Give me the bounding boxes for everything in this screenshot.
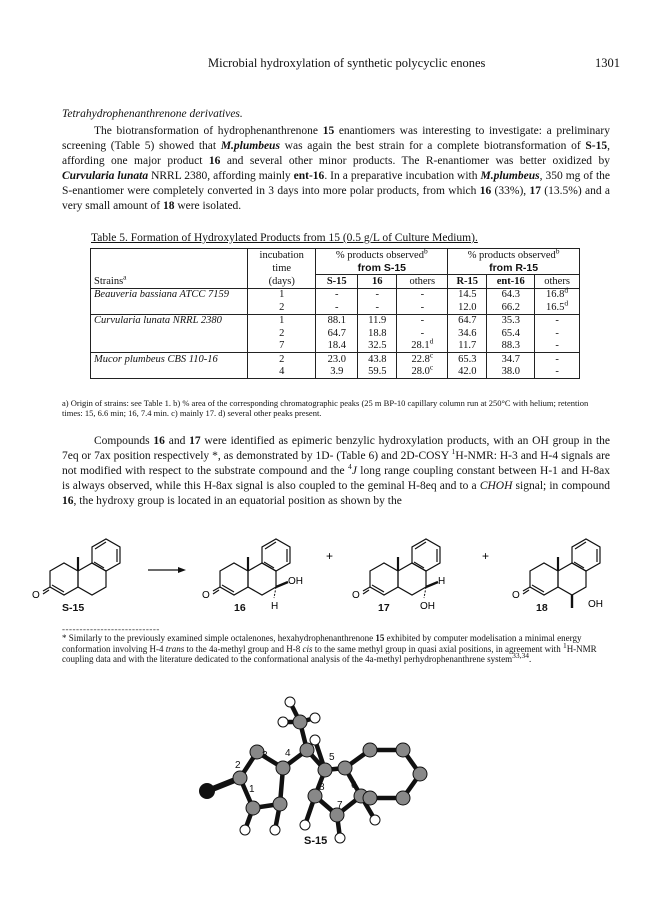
svg-text:7: 7 — [337, 800, 343, 811]
value-cell: 14.5 — [448, 288, 487, 301]
strain-cell: Curvularia lunata NRRL 2380 — [91, 314, 248, 327]
table5 — [90, 248, 580, 379]
svg-text:O: O — [512, 590, 520, 601]
scheme-structures — [32, 518, 640, 628]
value-cell: 64.3 — [487, 288, 535, 301]
oxygen-atom — [199, 783, 215, 799]
compound-label-18: 18 — [536, 602, 548, 614]
table-row — [91, 327, 580, 340]
carbonyl-o-1: O — [32, 590, 40, 601]
svg-text:8: 8 — [319, 782, 325, 793]
value-cell: - — [316, 301, 358, 314]
value-cell: 34.7 — [487, 353, 535, 366]
value-cell: - — [358, 301, 397, 314]
table-row — [91, 353, 580, 366]
value-cell: 66.2 — [487, 301, 535, 314]
table5-footnote: a) Origin of strains: see Table 1. b) % area of the corresponding chromatographic peaks (25 m BP-10 capillary column run at 250°C with helium; retention times: 15, 6.6 min; 16, 7.4 min. c) mainly 17. d) several other peaks present. — [62, 398, 589, 418]
strain-cell: Beauveria bassiana ATCC 7159 — [91, 288, 248, 301]
strain-cell — [91, 366, 248, 379]
value-cell: 18.4 — [316, 340, 358, 353]
paragraph-epimeric: Compounds 16 and 17 were identified as epimeric benzylic hydroxylation products, with an OH group in the 7eq or 7ax position respectively *, as demonstrated by 1D- (Table 6) and 2D-COSY $^1$H-NMR: H-3 and H-4 signals are not modified with respect to the substrate compound and the $^4$J long range coupling constant between H-1 and H-8ax is always observed, while this H-8ax signal is also coupled to the geminal H-8eq and to a CHOH signal; in compound 16, the hydroxy group is located in an equatorial position as shown by the — [62, 435, 611, 507]
value-cell: 65.3 — [448, 353, 487, 366]
value-cell: - — [535, 327, 580, 340]
table5-caption: Table 5. Formation of Hydroxylated Products from 15 (0.5 g/L of Culture Medium). — [91, 232, 478, 244]
svg-text:OH: OH — [288, 576, 303, 587]
arrow-head-icon — [178, 567, 186, 573]
value-cell: - — [316, 288, 358, 301]
value-cell: 88.1 — [316, 314, 358, 327]
compound-label-17: 17 — [378, 602, 390, 614]
value-cell: 34.6 — [448, 327, 487, 340]
value-cell: 64.7 — [316, 327, 358, 340]
svg-text:OH: OH — [420, 601, 435, 612]
footnote-conformation: * Similarly to the previously examined simple octalenones, hexahydrophenanthrenone 15 exhibited by computer modelisation a minimal energy conformation involving H-4 trans to the 4a-methyl group and H-8 cis to the same methyl group in quasi axial positions, in agreement with $^1$H-NMR coupling data and with the literature dedicated to the conformational analysis of the 4a-methyl perhydrophenanthrene system$^{33,34}$. — [62, 633, 597, 664]
value-cell: 23.0 — [316, 353, 358, 366]
value-cell: 22.8$^c$ — [397, 353, 448, 366]
svg-text:2: 2 — [235, 760, 241, 771]
day-cell: 1 — [248, 314, 316, 327]
section-title: Tetrahydrophenanthrenone derivatives. — [62, 108, 243, 120]
value-cell: 35.3 — [487, 314, 535, 327]
table5-body — [91, 285, 580, 379]
svg-text:H: H — [271, 601, 279, 612]
svg-text:H: H — [438, 576, 446, 587]
ball-stick-model — [165, 680, 485, 850]
strain-cell: Mucor plumbeus CBS 110-16 — [91, 353, 248, 366]
table-header-row-3: Strains$^a$ (days) S-15 16 others R-15 ent-16 others — [91, 275, 580, 289]
value-cell: - — [358, 288, 397, 301]
value-cell: - — [397, 288, 448, 301]
value-cell: - — [397, 327, 448, 340]
value-cell: 59.5 — [358, 366, 397, 379]
value-cell: - — [535, 353, 580, 366]
table-header-row-1: incubation % products observed$^b$ % products observed$^b$ — [91, 249, 580, 262]
day-cell: 2 — [248, 353, 316, 366]
value-cell: 64.7 — [448, 314, 487, 327]
value-cell: 88.3 — [487, 340, 535, 353]
day-cell: 4 — [248, 366, 316, 379]
value-cell: 65.4 — [487, 327, 535, 340]
svg-text:3: 3 — [262, 750, 268, 761]
value-cell: 32.5 — [358, 340, 397, 353]
table-header-row-2: time from S-15 from R-15 — [91, 262, 580, 275]
running-title: Microbial hydroxylation of synthetic polycyclic enones — [208, 56, 486, 70]
svg-text:4: 4 — [285, 748, 291, 759]
table-row — [91, 288, 580, 301]
value-cell: - — [535, 314, 580, 327]
value-cell: 28.0$^c$ — [397, 366, 448, 379]
day-cell: 1 — [248, 288, 316, 301]
paragraph-biotransformation: The biotransformation of hydrophenanthrenone 15 enantiomers was interesting to investigate: a preliminary screening (Table 5) showed that M.plumbeus was again the best strain for a complete biotransformation of S-15, affording one major product 16 and several other minor products. The R-enantiomer was better oxidized by Curvularia lunata NRRL 2380, affording mainly ent-16. In a preparative incubation with M.plumbeus, 350 mg of the S-enantiomer were completely converted in 3 days into more polar products, from which 16 (33%), 17 (13.5%) and a very small amount of 18 were isolated. — [62, 125, 610, 212]
compound-label-16: 16 — [234, 602, 246, 614]
value-cell: 28.1$^d$ — [397, 340, 448, 353]
page-number: 1301 — [595, 56, 620, 70]
table-row — [91, 366, 580, 379]
strain-cell — [91, 327, 248, 340]
s15-3d-structure — [165, 680, 485, 850]
table-row — [91, 340, 580, 353]
value-cell: - — [397, 314, 448, 327]
day-cell: 2 — [248, 301, 316, 314]
svg-text:6: 6 — [351, 780, 357, 791]
svg-text:+: + — [326, 549, 334, 563]
compound-label-s15: S-15 — [62, 602, 85, 614]
day-cell: 7 — [248, 340, 316, 353]
strain-cell — [91, 340, 248, 353]
day-cell: 2 — [248, 327, 316, 340]
value-cell: 11.7 — [448, 340, 487, 353]
value-cell: 11.9 — [358, 314, 397, 327]
svg-text:1: 1 — [249, 784, 255, 795]
value-cell: 12.0 — [448, 301, 487, 314]
value-cell: 16.8$^d$ — [535, 288, 580, 301]
value-cell: 16.5$^d$ — [535, 301, 580, 314]
svg-text:5: 5 — [329, 752, 335, 763]
table-row — [91, 301, 580, 314]
value-cell: 42.0 — [448, 366, 487, 379]
value-cell: - — [535, 366, 580, 379]
value-cell: 3.9 — [316, 366, 358, 379]
value-cell: 38.0 — [487, 366, 535, 379]
value-cell: - — [397, 301, 448, 314]
table-row — [91, 314, 580, 327]
svg-text:O: O — [352, 590, 360, 601]
ortep-caption: S-15 — [304, 835, 328, 847]
svg-text:O: O — [202, 590, 210, 601]
value-cell: 43.8 — [358, 353, 397, 366]
value-cell: - — [535, 340, 580, 353]
reaction-scheme — [32, 518, 640, 628]
svg-text:OH: OH — [588, 599, 603, 610]
strain-cell — [91, 301, 248, 314]
value-cell: 18.8 — [358, 327, 397, 340]
svg-text:+: + — [482, 549, 490, 563]
running-header — [0, 56, 672, 72]
footnote-separator: ---------------------------- — [62, 624, 160, 634]
